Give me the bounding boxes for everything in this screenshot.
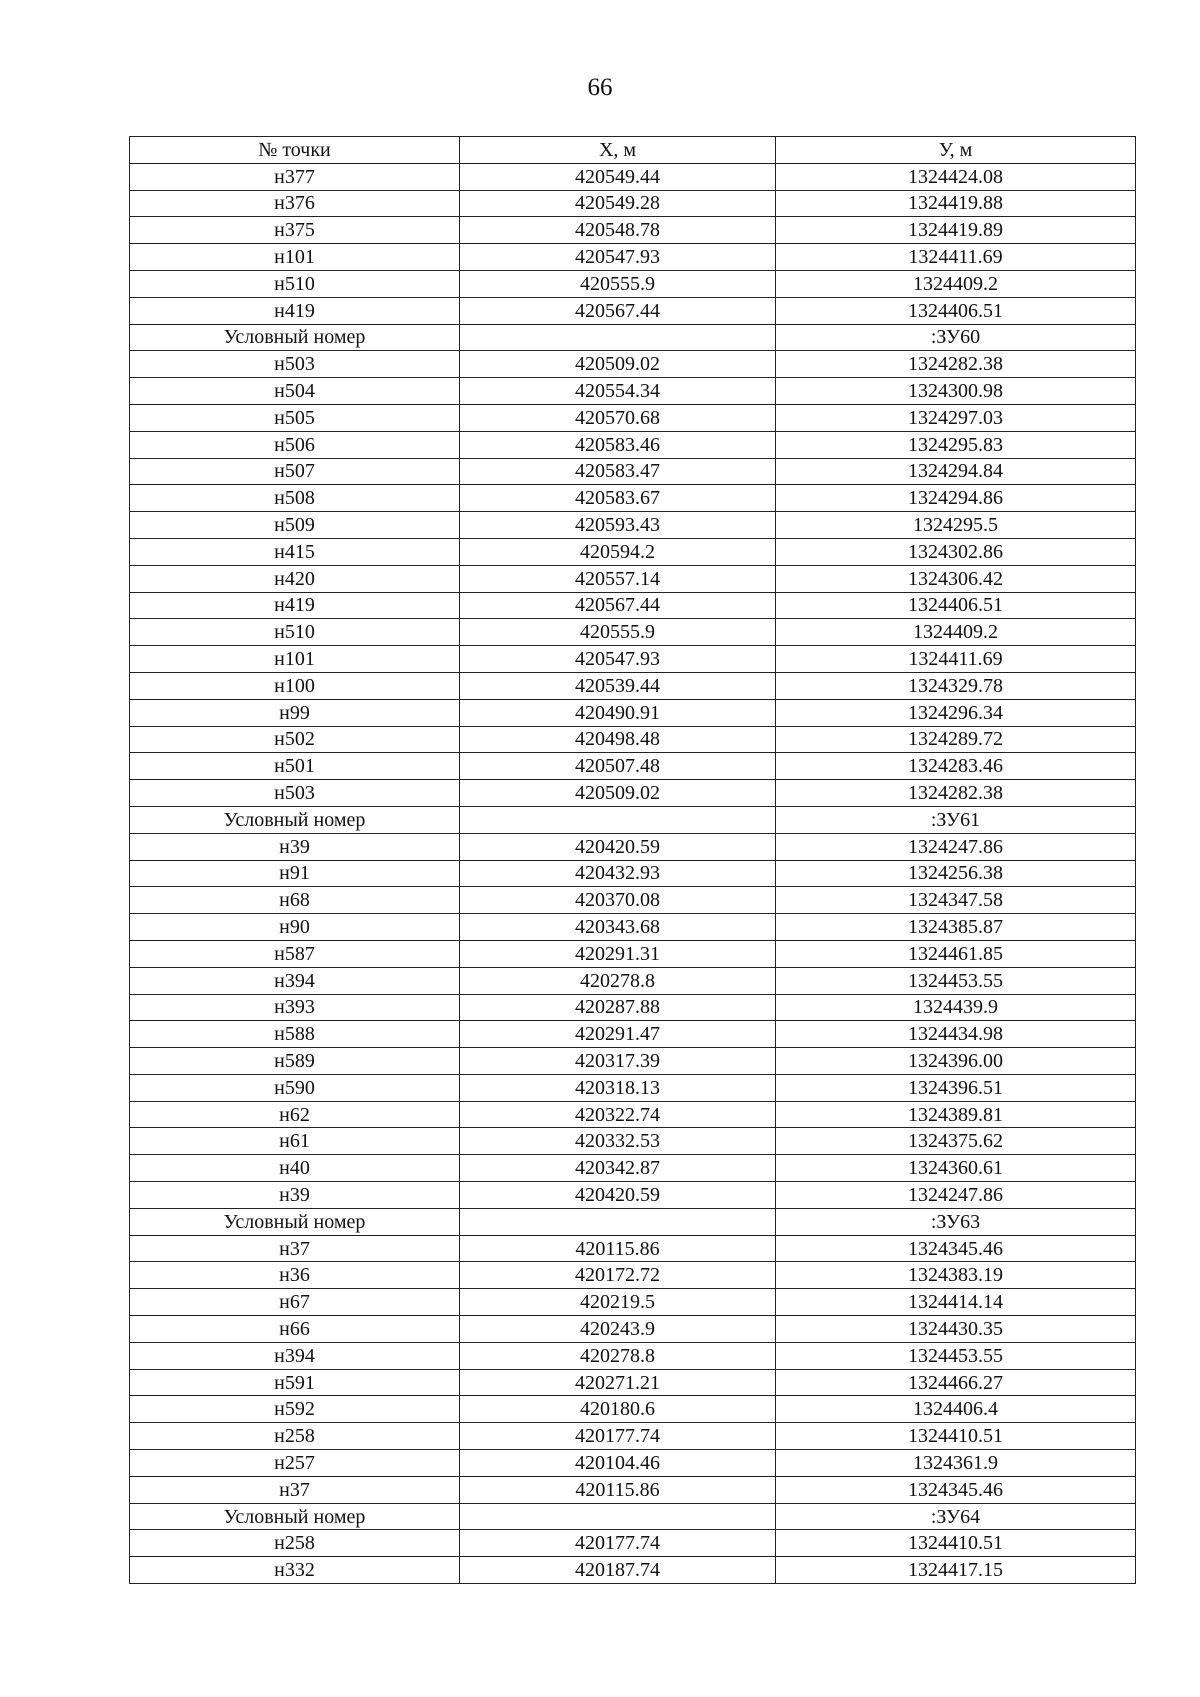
table-row [130,404,1136,431]
x-coordinate-cell: 420570.68 [460,404,776,431]
table-row [130,297,1136,324]
x-coordinate-cell: 420583.47 [460,458,776,485]
point-number-cell: н508 [130,485,460,512]
x-coordinate-cell: 420509.02 [460,351,776,378]
table-row [130,994,1136,1021]
y-coordinate-cell: 1324461.85 [776,940,1136,967]
table-row [130,1101,1136,1128]
y-coordinate-cell: 1324302.86 [776,538,1136,565]
x-coordinate-cell: 420318.13 [460,1074,776,1101]
table-row [130,646,1136,673]
point-number-cell: н504 [130,378,460,405]
table-row [130,163,1136,190]
point-number-cell: н101 [130,244,460,271]
coordinates-table [129,136,1136,1584]
y-coordinate-cell: 1324283.46 [776,753,1136,780]
table-row [130,1369,1136,1396]
y-coordinate-cell: :ЗУ61 [776,806,1136,833]
table-row [130,244,1136,271]
table-row [130,940,1136,967]
y-coordinate-cell: 1324256.38 [776,860,1136,887]
table-row [130,1074,1136,1101]
point-number-cell: н40 [130,1155,460,1182]
point-number-cell: н258 [130,1423,460,1450]
x-coordinate-cell: 420567.44 [460,592,776,619]
table-row [130,1289,1136,1316]
y-coordinate-cell: 1324406.4 [776,1396,1136,1423]
point-number-cell: н257 [130,1450,460,1477]
y-coordinate-cell: 1324419.89 [776,217,1136,244]
x-coordinate-cell: 420549.44 [460,163,776,190]
y-coordinate-cell: 1324282.38 [776,351,1136,378]
table-row [130,1128,1136,1155]
point-number-cell: н90 [130,914,460,941]
x-coordinate-cell: 420332.53 [460,1128,776,1155]
point-number-cell: н39 [130,833,460,860]
x-coordinate-cell: 420583.46 [460,431,776,458]
table-row [130,1503,1136,1530]
table-row [130,914,1136,941]
point-number-cell: н37 [130,1235,460,1262]
point-number-cell: Условный номер [130,324,460,351]
point-number-cell: н509 [130,512,460,539]
table-row [130,1155,1136,1182]
y-coordinate-cell: 1324247.86 [776,1182,1136,1209]
point-number-cell: н66 [130,1316,460,1343]
x-coordinate-cell: 420370.08 [460,887,776,914]
x-coordinate-cell: 420115.86 [460,1476,776,1503]
x-coordinate-cell: 420322.74 [460,1101,776,1128]
y-coordinate-cell: 1324411.69 [776,244,1136,271]
point-number-cell: н67 [130,1289,460,1316]
table-row [130,217,1136,244]
point-number-cell: н101 [130,646,460,673]
point-number-cell: н419 [130,592,460,619]
table-row [130,887,1136,914]
x-coordinate-cell: 420343.68 [460,914,776,941]
table-row [130,1530,1136,1557]
x-coordinate-cell: 420490.91 [460,699,776,726]
x-coordinate-cell: 420594.2 [460,538,776,565]
y-coordinate-cell: 1324247.86 [776,833,1136,860]
y-coordinate-cell: 1324453.55 [776,967,1136,994]
y-coordinate-cell: 1324295.83 [776,431,1136,458]
point-number-cell: н258 [130,1530,460,1557]
page-number: 66 [587,74,613,101]
point-number-cell: н36 [130,1262,460,1289]
point-number-cell: н420 [130,565,460,592]
table-row [130,1182,1136,1209]
table-row [130,860,1136,887]
x-coordinate-cell: 420420.59 [460,1182,776,1209]
y-coordinate-cell: 1324297.03 [776,404,1136,431]
x-coordinate-cell: 420555.9 [460,619,776,646]
table-row [130,1235,1136,1262]
table-row [130,270,1136,297]
x-coordinate-cell: 420567.44 [460,297,776,324]
table-row [130,431,1136,458]
x-coordinate-cell: 420219.5 [460,1289,776,1316]
point-number-cell: н394 [130,1342,460,1369]
point-number-cell: н590 [130,1074,460,1101]
y-coordinate-cell: 1324389.81 [776,1101,1136,1128]
y-coordinate-cell: 1324375.62 [776,1128,1136,1155]
y-coordinate-cell: 1324295.5 [776,512,1136,539]
y-coordinate-cell: 1324434.98 [776,1021,1136,1048]
point-number-cell: н419 [130,297,460,324]
x-coordinate-cell: 420432.93 [460,860,776,887]
y-coordinate-cell: 1324289.72 [776,726,1136,753]
point-number-cell: н502 [130,726,460,753]
table-row [130,512,1136,539]
y-coordinate-cell: 1324410.51 [776,1423,1136,1450]
y-coordinate-cell: 1324453.55 [776,1342,1136,1369]
y-coordinate-cell: 1324361.9 [776,1450,1136,1477]
y-coordinate-cell: 1324424.08 [776,163,1136,190]
x-coordinate-cell: 420420.59 [460,833,776,860]
y-coordinate-cell: 1324396.51 [776,1074,1136,1101]
x-coordinate-cell: 420104.46 [460,1450,776,1477]
point-number-cell: н501 [130,753,460,780]
point-number-cell: н68 [130,887,460,914]
point-number-cell: н62 [130,1101,460,1128]
y-coordinate-cell: 1324294.86 [776,485,1136,512]
table-row [130,967,1136,994]
y-coordinate-cell: 1324306.42 [776,565,1136,592]
point-number-cell: н37 [130,1476,460,1503]
table-row [130,672,1136,699]
y-coordinate-cell: 1324406.51 [776,592,1136,619]
table-row [130,780,1136,807]
point-number-cell: Условный номер [130,1208,460,1235]
point-number-cell: Условный номер [130,806,460,833]
table-row [130,1423,1136,1450]
y-coordinate-cell: 1324282.38 [776,780,1136,807]
y-coordinate-cell: :ЗУ64 [776,1503,1136,1530]
point-number-cell: н503 [130,780,460,807]
table-body [130,163,1136,1583]
x-coordinate-cell: 420593.43 [460,512,776,539]
x-coordinate-cell [460,806,776,833]
y-coordinate-cell: 1324406.51 [776,297,1136,324]
y-coordinate-cell: 1324300.98 [776,378,1136,405]
table-header-row [130,137,1136,164]
x-coordinate-cell: 420187.74 [460,1557,776,1584]
x-coordinate-cell: 420547.93 [460,244,776,271]
header-point-number: № точки [130,137,460,164]
table-row [130,1316,1136,1343]
point-number-cell: н61 [130,1128,460,1155]
table-row [130,833,1136,860]
x-coordinate-cell: 420291.47 [460,1021,776,1048]
point-number-cell: н377 [130,163,460,190]
x-coordinate-cell: 420583.67 [460,485,776,512]
table-row [130,753,1136,780]
point-number-cell: н394 [130,967,460,994]
point-number-cell: н91 [130,860,460,887]
point-number-cell: н592 [130,1396,460,1423]
y-coordinate-cell: 1324417.15 [776,1557,1136,1584]
y-coordinate-cell: :ЗУ60 [776,324,1136,351]
table-row [130,1342,1136,1369]
point-number-cell: н503 [130,351,460,378]
table-row [130,619,1136,646]
y-coordinate-cell: 1324385.87 [776,914,1136,941]
point-number-cell: н510 [130,619,460,646]
point-number-cell: н39 [130,1182,460,1209]
y-coordinate-cell: 1324414.14 [776,1289,1136,1316]
point-number-cell: н591 [130,1369,460,1396]
table-row [130,1450,1136,1477]
y-coordinate-cell: :ЗУ63 [776,1208,1136,1235]
point-number-cell: н588 [130,1021,460,1048]
y-coordinate-cell: 1324345.46 [776,1476,1136,1503]
y-coordinate-cell: 1324411.69 [776,646,1136,673]
table-row [130,592,1136,619]
x-coordinate-cell: 420498.48 [460,726,776,753]
x-coordinate-cell: 420180.6 [460,1396,776,1423]
table-row [130,1021,1136,1048]
x-coordinate-cell: 420172.72 [460,1262,776,1289]
table-row [130,1396,1136,1423]
point-number-cell: н505 [130,404,460,431]
table-row [130,1557,1136,1584]
x-coordinate-cell: 420547.93 [460,646,776,673]
x-coordinate-cell: 420243.9 [460,1316,776,1343]
x-coordinate-cell [460,324,776,351]
table-row [130,1048,1136,1075]
point-number-cell: н415 [130,538,460,565]
y-coordinate-cell: 1324409.2 [776,619,1136,646]
point-number-cell: н99 [130,699,460,726]
x-coordinate-cell: 420317.39 [460,1048,776,1075]
table-row [130,806,1136,833]
y-coordinate-cell: 1324345.46 [776,1235,1136,1262]
table-row [130,1208,1136,1235]
y-coordinate-cell: 1324294.84 [776,458,1136,485]
x-coordinate-cell [460,1503,776,1530]
x-coordinate-cell: 420177.74 [460,1530,776,1557]
point-number-cell: н589 [130,1048,460,1075]
header-y-coordinate: У, м [776,137,1136,164]
x-coordinate-cell: 420278.8 [460,967,776,994]
table-row [130,1262,1136,1289]
table-row [130,458,1136,485]
y-coordinate-cell: 1324383.19 [776,1262,1136,1289]
point-number-cell: Условный номер [130,1503,460,1530]
x-coordinate-cell [460,1208,776,1235]
point-number-cell: н100 [130,672,460,699]
y-coordinate-cell: 1324466.27 [776,1369,1136,1396]
y-coordinate-cell: 1324430.35 [776,1316,1136,1343]
x-coordinate-cell: 420342.87 [460,1155,776,1182]
point-number-cell: н587 [130,940,460,967]
point-number-cell: н393 [130,994,460,1021]
x-coordinate-cell: 420177.74 [460,1423,776,1450]
x-coordinate-cell: 420554.34 [460,378,776,405]
x-coordinate-cell: 420287.88 [460,994,776,1021]
y-coordinate-cell: 1324329.78 [776,672,1136,699]
table-row [130,726,1136,753]
y-coordinate-cell: 1324439.9 [776,994,1136,1021]
x-coordinate-cell: 420115.86 [460,1235,776,1262]
point-number-cell: н332 [130,1557,460,1584]
x-coordinate-cell: 420507.48 [460,753,776,780]
y-coordinate-cell: 1324360.61 [776,1155,1136,1182]
y-coordinate-cell: 1324409.2 [776,270,1136,297]
table-row [130,1476,1136,1503]
x-coordinate-cell: 420549.28 [460,190,776,217]
y-coordinate-cell: 1324419.88 [776,190,1136,217]
header-x-coordinate: Х, м [460,137,776,164]
y-coordinate-cell: 1324347.58 [776,887,1136,914]
table-row [130,324,1136,351]
x-coordinate-cell: 420539.44 [460,672,776,699]
y-coordinate-cell: 1324296.34 [776,699,1136,726]
table-row [130,190,1136,217]
x-coordinate-cell: 420557.14 [460,565,776,592]
table-row [130,378,1136,405]
point-number-cell: н507 [130,458,460,485]
point-number-cell: н510 [130,270,460,297]
y-coordinate-cell: 1324410.51 [776,1530,1136,1557]
y-coordinate-cell: 1324396.00 [776,1048,1136,1075]
table-row [130,565,1136,592]
table-row [130,351,1136,378]
x-coordinate-cell: 420291.31 [460,940,776,967]
table-row [130,538,1136,565]
point-number-cell: н376 [130,190,460,217]
x-coordinate-cell: 420555.9 [460,270,776,297]
point-number-cell: н375 [130,217,460,244]
x-coordinate-cell: 420509.02 [460,780,776,807]
x-coordinate-cell: 420278.8 [460,1342,776,1369]
table-row [130,485,1136,512]
x-coordinate-cell: 420271.21 [460,1369,776,1396]
x-coordinate-cell: 420548.78 [460,217,776,244]
point-number-cell: н506 [130,431,460,458]
table-row [130,699,1136,726]
